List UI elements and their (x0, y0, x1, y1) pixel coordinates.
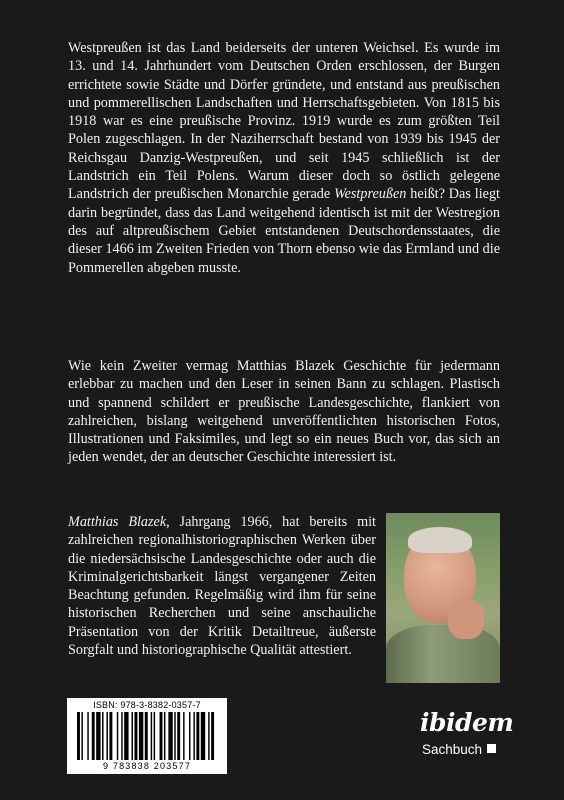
barcode-digits: 9 783838 203577 (102, 761, 192, 771)
description-text-b: heißt? Das liegt darin begründet, dass das Land weitgehend identisch ist mit der Westregion des auf altpreußischem Gebiet entstandenen Deutschordensstaates, die dieser 1466 im Zweiten Frieden von Thorn ebenso wie das Ermland und die Pommerellen abgeben musste. (68, 186, 500, 276)
author-bio-text: , Jahrgang 1966, hat bereits mit zahlreichen regionalhistoriographischen Werken über die niedersächsische Landesgeschichte oder auch die Kriminalgerichtsbarkeit längst vergangener Zeiten Beachtung gefunden. Regelmäßig wird ihm für seine historischen Recherchen und seine anschauliche Präsentation von der Kritik Detailtreue, äußerste Sorgfalt und historiographische Qualität attestiert. (68, 514, 376, 659)
publisher-imprint: Sachbuch (422, 742, 483, 757)
description-paragraph-1 (68, 39, 500, 277)
author-photo (386, 513, 500, 683)
isbn-barcode (67, 698, 227, 774)
logo-square-icon (487, 744, 496, 753)
isbn-label: ISBN: 978-3-8382-0357-7 (93, 700, 201, 710)
description-italic-title: Westpreußen (334, 186, 407, 203)
description-paragraph-2: Wie kein Zweiter vermag Matthias Blazek Geschichte für jedermann erlebbar zu machen und den Leser in seinen Bann zu schlagen. Plastisch und spannend schildert er preußische Landesgeschichte, flankiert von zahlreichen, bislang weitgehend unveröffentlichten historischen Fotos, Illustrationen und Faksimiles, und legt so ein neues Buch vor, das sich an jeden wendet, der an deutscher Geschichte interessiert ist. (68, 358, 500, 466)
author-section (68, 513, 500, 687)
publisher-logo-text: ibidem (420, 708, 514, 737)
description-text-a: Westpreußen ist das Land beiderseits der unteren Weichsel. Es wurde im 13. und 14. Jahrhundert vom Deutschen Orden erschlossen, der Burgen errichtete sowie Städte und Dörfer gründete, und entstand aus preußischen und pommerellischen Landschaften und Herrschaftsgebieten. Von 1815 bis 1918 war es eine preußische Provinz. 1919 wurde es zum größten Teil Polen zugeschlagen. In der Naziherrschaft bestand von 1939 bis 1945 der Reichsgau Danzig-Westpreußen, und seit 1945 schließlich ist der Landstrich ein Teil Polens. Warum dieser doch so östlich gelegene Landstrich der preußischen Monarchie gerade (68, 40, 500, 203)
author-name: Matthias Blazek (68, 514, 167, 530)
barcode-bars (77, 712, 217, 760)
publisher-logo (420, 708, 520, 768)
